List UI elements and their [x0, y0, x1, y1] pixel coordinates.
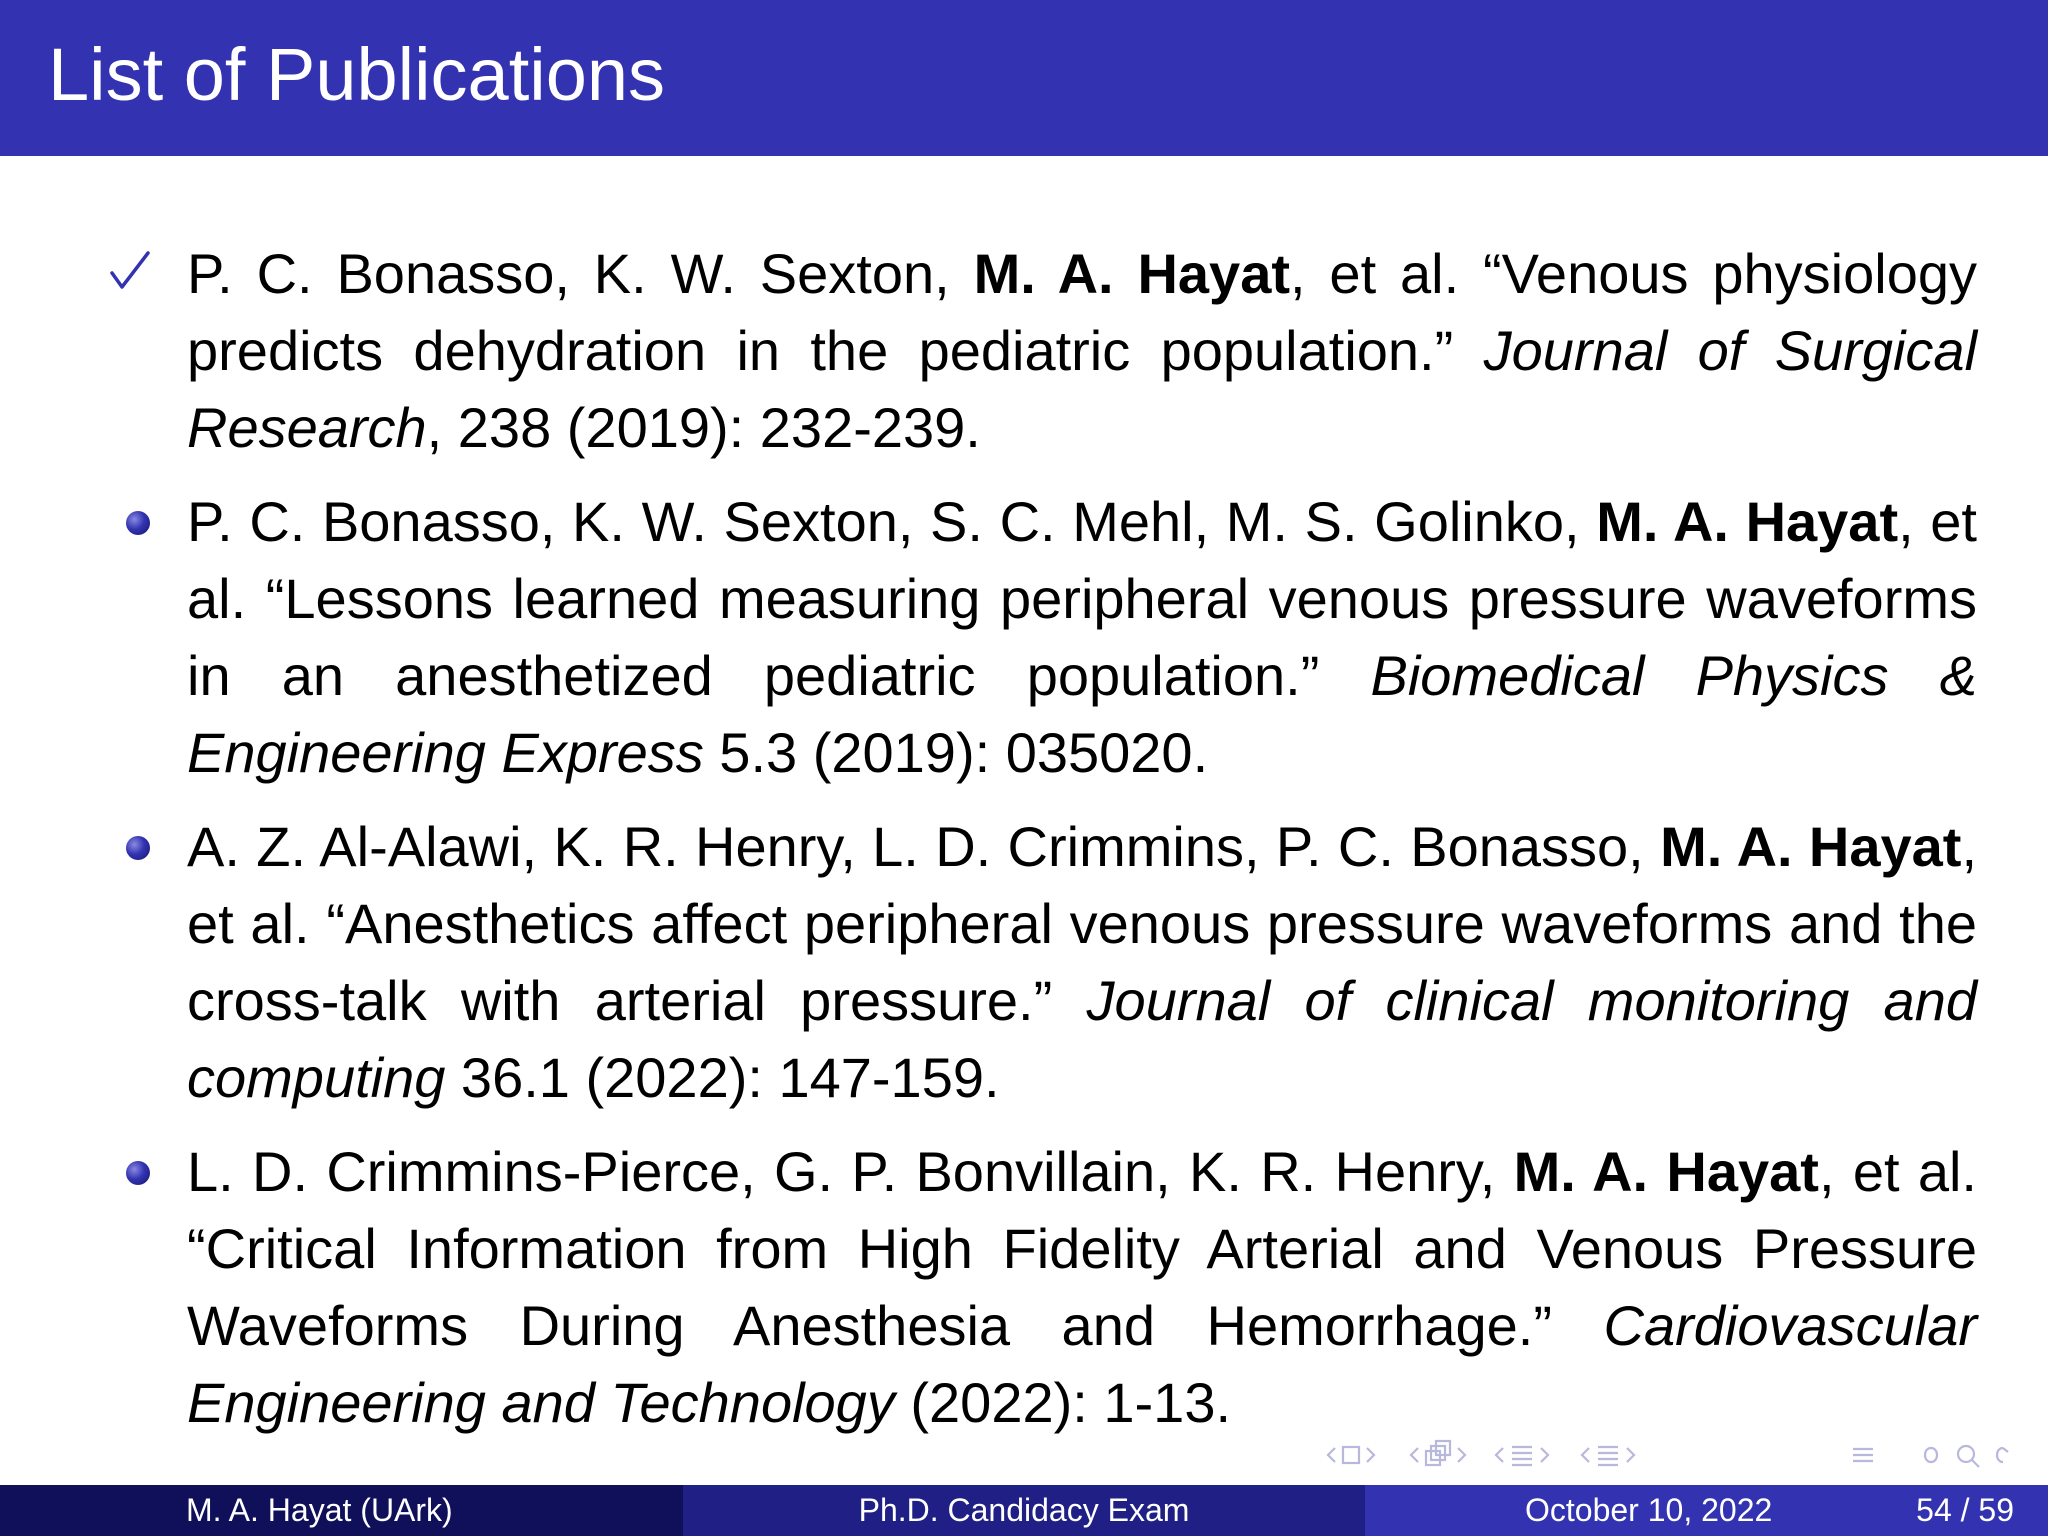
publication-details: (2022): 1-13. — [894, 1371, 1232, 1434]
footer-event: Ph.D. Candidacy Exam — [858, 1492, 1190, 1528]
publication-title: “Lessons learned measuring peripheral venous pressure waveforms in an anesthetized pediatric population.” — [187, 567, 1977, 707]
publication-item — [0, 1133, 1977, 1441]
publication-list — [0, 235, 2048, 1458]
footer-date: October 10, 2022 — [1525, 1492, 1773, 1528]
footer-date-section — [1365, 1485, 2048, 1536]
footer-author-section — [0, 1485, 683, 1536]
nav-next-subsubsection-icon[interactable] — [1627, 1448, 1634, 1462]
publication-details: 5.3 (2019): 035020. — [703, 721, 1209, 784]
nav-next-subsection-icon[interactable] — [1541, 1448, 1548, 1462]
publication-authors: L. D. Crimmins-Pierce, G. P. Bonvillain, K. R. Henry, — [187, 1140, 1514, 1203]
nav-frame-icon[interactable] — [1343, 1447, 1359, 1463]
nav-prev-section-icon[interactable] — [1411, 1448, 1418, 1462]
publication-authors-after: , et al. — [1289, 242, 1460, 305]
highlight-author: M. A. Hayat — [1513, 1140, 1819, 1203]
publication-item — [0, 483, 1977, 791]
bullet-icon — [126, 1161, 150, 1185]
publication-authors-after: , et al. — [187, 490, 1977, 630]
publication-details: , 238 (2019): 232-239. — [426, 396, 981, 459]
nav-section-icon[interactable] — [1426, 1441, 1450, 1465]
publication-item — [0, 808, 1977, 1116]
title-bar — [0, 0, 2048, 156]
slide-title: List of Publications — [48, 33, 666, 116]
checkmark-icon — [108, 249, 152, 293]
footer-page-number: 54 / 59 — [1916, 1492, 2014, 1528]
footer-author: M. A. Hayat (UArk) — [186, 1492, 453, 1528]
nav-next-frame-icon[interactable] — [1367, 1448, 1374, 1462]
publication-item — [0, 235, 1977, 466]
nav-prev-subsubsection-icon[interactable] — [1582, 1448, 1589, 1462]
nav-outline-icon[interactable] — [1853, 1449, 1873, 1461]
highlight-author: M. A. Hayat — [973, 242, 1290, 305]
publication-title: “Anesthetics affect peripheral venous pressure waveforms and the cross-talk with arterial pressure.” — [187, 892, 1978, 1032]
highlight-author: M. A. Hayat — [1596, 490, 1899, 553]
publication-journal: Cardiovascular Engineering and Technology — [187, 1294, 1977, 1434]
publication-journal: Biomedical Physics & Engineering Express — [187, 644, 1977, 784]
nav-subsubsection-icon[interactable] — [1598, 1447, 1618, 1465]
highlight-author: M. A. Hayat — [1660, 815, 1962, 878]
publication-authors: P. C. Bonasso, K. W. Sexton, — [187, 242, 974, 305]
nav-prev-subsection-icon[interactable] — [1496, 1448, 1503, 1462]
nav-search-icon[interactable] — [1925, 1446, 2008, 1467]
publication-journal: Journal of Surgical Research — [187, 319, 1978, 459]
publication-authors-after: , et al. — [187, 815, 1977, 955]
publication-title: “Critical Information from High Fidelity Arterial and Venous Pressure Waveforms During Anesthesia and Hemorrhage.” — [187, 1217, 1977, 1357]
nav-next-section-icon[interactable] — [1458, 1448, 1465, 1462]
publication-details: 36.1 (2022): 147-159. — [445, 1046, 1000, 1109]
footer-event-section — [683, 1485, 1365, 1536]
publication-authors: A. Z. Al-Alawi, K. R. Henry, L. D. Crimmins, P. C. Bonasso, — [187, 815, 1661, 878]
publication-title: “Venous physiology predicts dehydration in the pediatric population.” — [187, 242, 1977, 382]
publication-authors: P. C. Bonasso, K. W. Sexton, S. C. Mehl, M. S. Golinko, — [187, 490, 1597, 553]
beamer-navigation-bar — [1325, 1438, 2035, 1472]
nav-subsection-icon[interactable] — [1512, 1447, 1532, 1465]
publication-journal: Journal of clinical monitoring and computing — [187, 969, 1977, 1109]
nav-prev-frame-icon[interactable] — [1328, 1448, 1335, 1462]
bullet-icon — [126, 511, 150, 535]
publication-authors-after: , et al. — [1818, 1140, 1977, 1203]
bullet-icon — [126, 836, 150, 860]
footer — [0, 1485, 2048, 1536]
